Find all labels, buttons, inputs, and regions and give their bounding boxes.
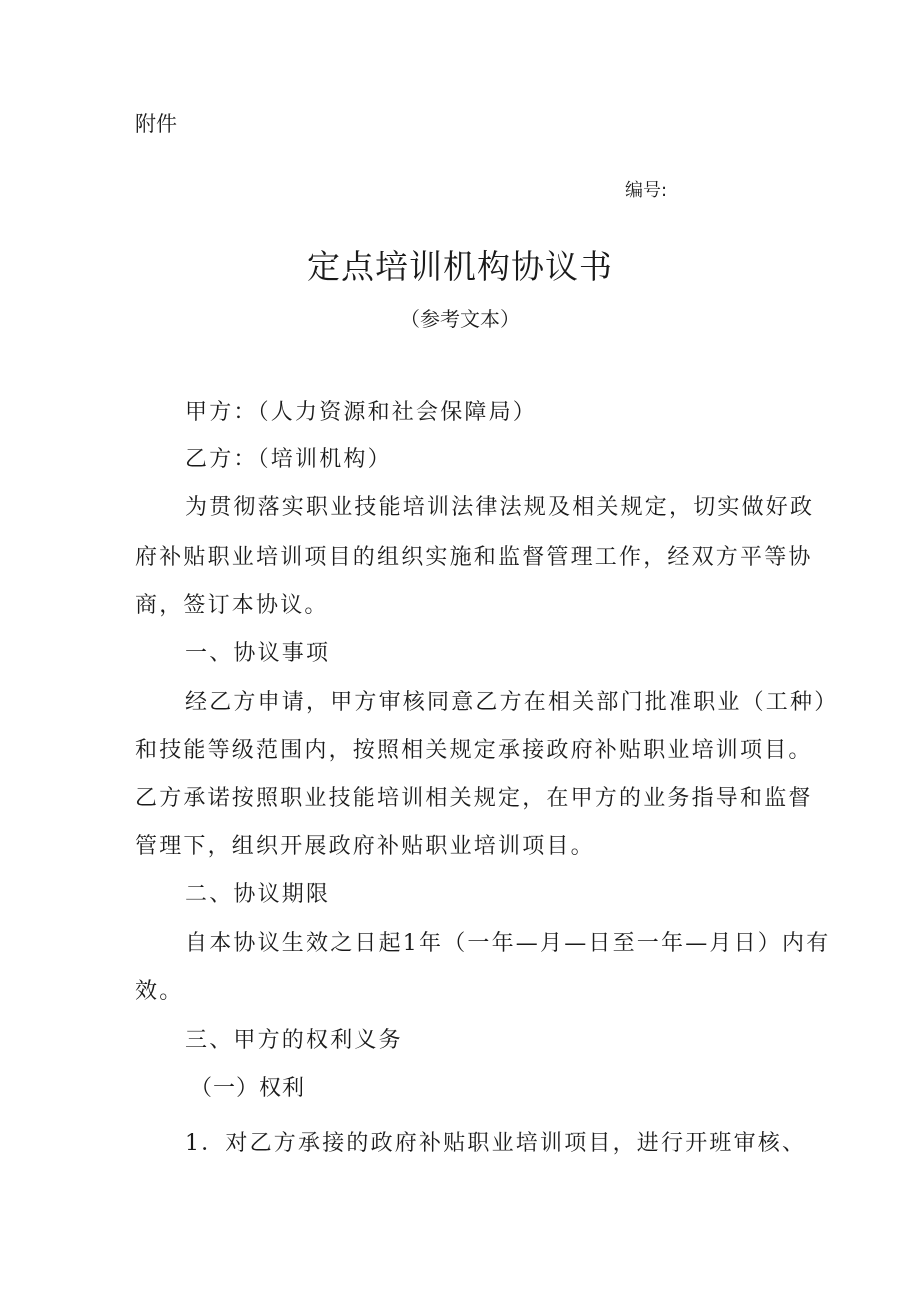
item-1-line: 1．对乙方承接的政府补贴职业培训项目，进行开班审核、 [185,1131,807,1156]
section-3-heading: 三、甲方的权利义务 [185,1028,403,1053]
section-1-line-4: 管理下，组织开展政府补贴职业培训项目。 [135,834,595,859]
section-2-heading: 二、协议期限 [185,882,331,907]
section-1-line-1: 经乙方申请，甲方审核同意乙方在相关部门批准职业（工种） [185,690,839,715]
section-2-line-1: 自本协议生效之日起1年（一年—月—日至一年—月日）内有 [185,931,831,956]
document-number-label: 编号: [625,180,668,201]
section-2-line-2: 效。 [135,979,184,1004]
document-subtitle: （参考文本） [400,307,520,331]
intro-line-1: 为贯彻落实职业技能培训法律法规及相关规定，切实做好政 [185,495,815,520]
document-title: 定点培训机构协议书 [307,247,613,286]
section-1-heading: 一、协议事项 [185,641,331,666]
subsection-rights-heading: （一）权利 [190,1076,306,1101]
party-b-line: 乙方：（培训机构） [185,447,392,472]
intro-line-2: 府补贴职业培训项目的组织实施和监督管理工作，经双方平等协 [135,545,813,570]
section-1-line-3: 乙方承诺按照职业技能培训相关规定，在甲方的业务指导和监督 [135,786,813,811]
section-1-line-2: 和技能等级范围内，按照相关规定承接政府补贴职业培训项目。 [135,738,813,763]
attachment-label: 附件 [135,112,177,136]
party-a-line: 甲方：（人力资源和社会保障局） [185,400,538,425]
intro-line-3: 商，签订本协议。 [135,593,329,618]
